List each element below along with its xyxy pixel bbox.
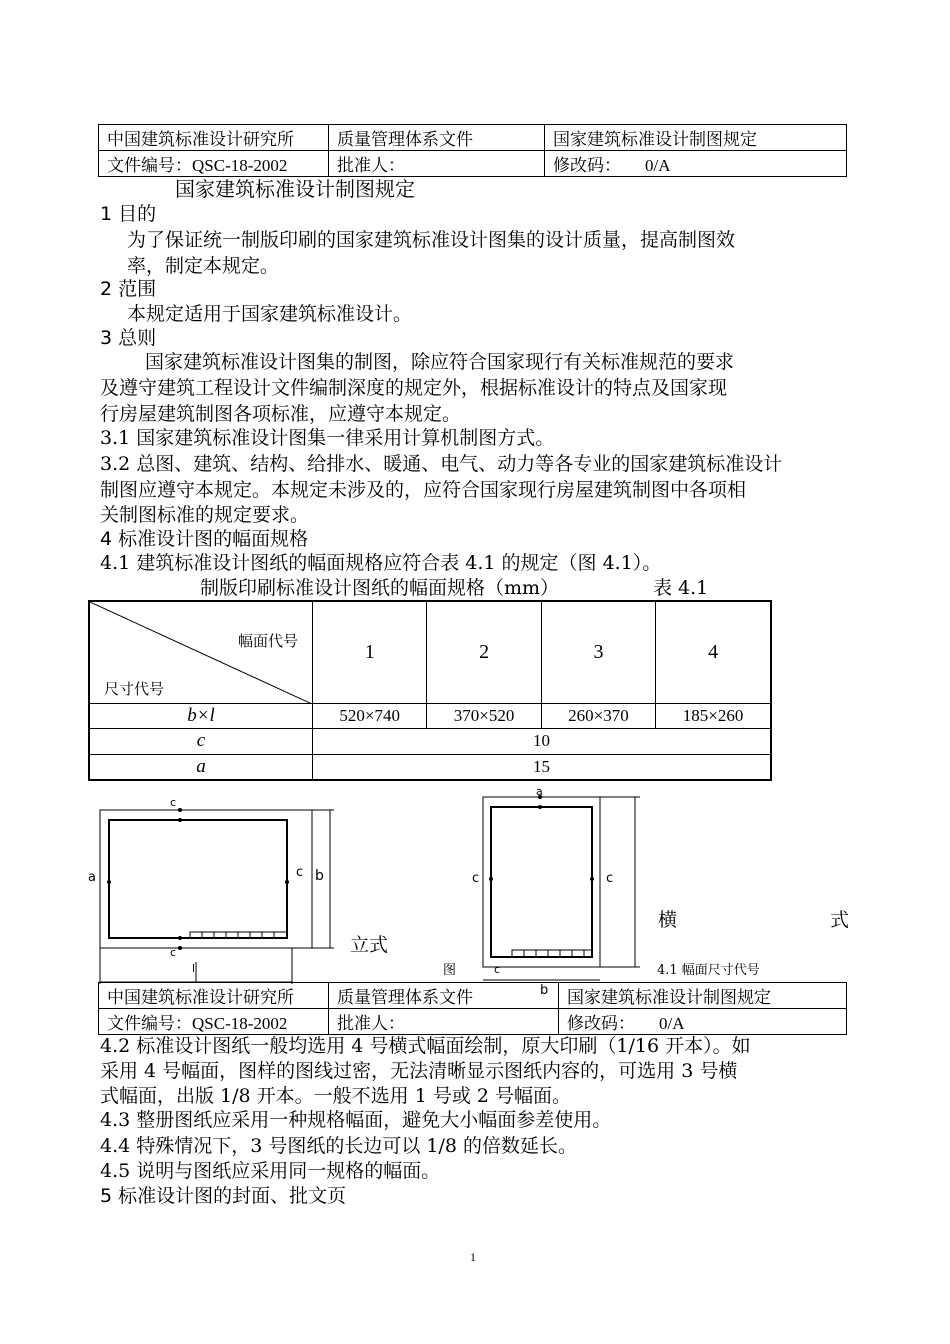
- section-4-5: 4.5 说明与图纸应采用同一规格的幅面。: [100, 1160, 441, 1182]
- row-bl-label: b×l: [89, 703, 313, 728]
- header-table-top: [98, 124, 847, 177]
- dim-a-left: a: [88, 870, 96, 885]
- col-header-4: 4: [656, 601, 771, 703]
- header2-doc-title: 国家建筑标准设计制图规定: [559, 983, 847, 1009]
- dim-c-top-left: c: [170, 796, 177, 809]
- figure-label-vertical: 立式: [350, 934, 389, 956]
- section-2-text: 本规定适用于国家建筑标准设计。: [127, 303, 413, 325]
- header2-doc-no-label: 文件编号：: [107, 1014, 192, 1034]
- figure-caption: 4.1 幅面尺寸代号: [657, 963, 760, 978]
- header2-revision-label: 修改码：: [567, 1014, 635, 1034]
- row-a-label: a: [89, 754, 313, 780]
- title-block-right: [512, 950, 592, 957]
- dim-c-bottom-left: c: [170, 946, 177, 959]
- section-3-heading: 3 总则: [100, 327, 157, 349]
- section-1-text-2: 率，制定本规定。: [127, 255, 280, 277]
- dim-c-right-bottom: c: [494, 963, 501, 976]
- section-4-2-text-1: 4.2 标准设计图纸一般均选用 4 号横式幅面绘制，原大印刷（1/16 开本）。如: [100, 1035, 751, 1057]
- section-3-text-3: 行房屋建筑制图各项标准，应遵守本规定。: [100, 403, 462, 425]
- header2-revision: 0/A: [659, 1014, 685, 1033]
- section-1-heading: 1 目的: [100, 203, 157, 225]
- section-4-2-text-3: 式幅面，出版 1/8 开本。一般不选用 1 号或 2 号幅面。: [100, 1085, 571, 1107]
- header-doc-title: 国家建筑标准设计制图规定: [545, 125, 847, 151]
- section-4-4: 4.4 特殊情况下，3 号图纸的长边可以 1/8 的倍数延长。: [100, 1135, 578, 1157]
- col-header-3: 3: [541, 601, 655, 703]
- header2-doc-no: QSC-18-2002: [192, 1014, 288, 1033]
- diag-top-label: 幅面代号: [237, 632, 298, 650]
- header2-revision-cell: [559, 1009, 847, 1035]
- section-4-heading: 4 标准设计图的幅面规格: [100, 528, 309, 550]
- col-header-1: 1: [313, 601, 427, 703]
- header-doc-no: QSC-18-2002: [192, 156, 288, 175]
- row-c-label: c: [89, 728, 313, 754]
- dim-c-right-1: c: [472, 871, 480, 886]
- header-doc-no-cell: [99, 151, 329, 177]
- table-diagonal-header: [89, 601, 313, 703]
- header-revision-label: 修改码：: [553, 156, 621, 176]
- header-system: 质量管理体系文件: [329, 125, 545, 151]
- section-3-text-2: 及遵守建筑工程设计文件编制深度的规定外，根据标准设计的特点及国家现: [100, 377, 728, 399]
- diag-bottom-label: 尺寸代号: [104, 680, 165, 698]
- figure-word: 图: [443, 963, 457, 978]
- header-approver: 批准人：: [329, 151, 545, 177]
- row-bl-1: 520×740: [313, 703, 427, 728]
- row-c-value: 10: [313, 728, 772, 754]
- header2-doc-no-cell: [99, 1009, 329, 1035]
- dim-c-right-left: c: [296, 865, 304, 880]
- header-revision: 0/A: [645, 156, 671, 175]
- figure-label-horizontal-2: 式: [830, 909, 850, 931]
- header-doc-no-label: 文件编号：: [107, 156, 192, 176]
- section-4-2-text-2: 采用 4 号幅面，图样的图线过密，无法清晰显示图纸内容的，可选用 3 号横: [100, 1060, 738, 1082]
- page-title: 国家建筑标准设计制图规定: [175, 177, 415, 201]
- table-4-1: [88, 600, 772, 781]
- header2-system: 质量管理体系文件: [329, 983, 559, 1009]
- header2-approver: 批准人：: [329, 1009, 559, 1035]
- header-table-bottom: [98, 982, 847, 1035]
- section-4-3: 4.3 整册图纸应采用一种规格幅面，避免大小幅面参差使用。: [100, 1109, 612, 1131]
- col-header-2: 2: [427, 601, 541, 703]
- header-org: 中国建筑标准设计研究所: [99, 125, 329, 151]
- section-5-heading: 5 标准设计图的封面、批文页: [100, 1185, 347, 1207]
- dim-b-left: b: [315, 868, 324, 884]
- header-revision-cell: [545, 151, 847, 177]
- section-3-text-1: 国家建筑标准设计图集的制图，除应符合国家现行有关标准规范的要求: [145, 351, 735, 373]
- section-3-2-text-3: 关制图标准的规定要求。: [100, 504, 310, 526]
- section-3-2-text-1: 3.2 总图、建筑、结构、给排水、暖通、电气、动力等各专业的国家建筑标准设计: [100, 453, 783, 475]
- figure-4-1-drawing: [80, 782, 660, 1002]
- figure-label-horizontal-1: 横: [658, 909, 678, 931]
- row-bl-3: 260×370: [541, 703, 655, 728]
- row-bl-2: 370×520: [427, 703, 541, 728]
- section-2-heading: 2 范围: [100, 278, 157, 300]
- dim-a-right-top: a: [536, 785, 543, 798]
- page-number: 1: [470, 1250, 476, 1264]
- row-a-value: 15: [313, 754, 772, 780]
- section-3-1: 3.1 国家建筑标准设计图集一律采用计算机制图方式。: [100, 427, 555, 449]
- header2-org: 中国建筑标准设计研究所: [99, 983, 329, 1009]
- section-4-1: 4.1 建筑标准设计图纸的幅面规格应符合表 4.1 的规定（图 4.1）。: [100, 552, 662, 574]
- dim-c-right-2: c: [606, 871, 614, 886]
- section-3-2-text-2: 制图应遵守本规定。本规定未涉及的，应符合国家现行房屋建筑制图中各项相: [100, 479, 747, 501]
- table-4-1-caption: 制版印刷标准设计图纸的幅面规格（mm）: [200, 577, 560, 599]
- section-1-text-1: 为了保证统一制版印刷的国家建筑标准设计图集的设计质量，提高制图效: [127, 229, 736, 251]
- dim-l-left: l: [192, 962, 196, 975]
- dim-b-right-bottom: b: [540, 983, 549, 998]
- table-4-1-number: 表 4.1: [653, 577, 709, 599]
- row-bl-4: 185×260: [656, 703, 771, 728]
